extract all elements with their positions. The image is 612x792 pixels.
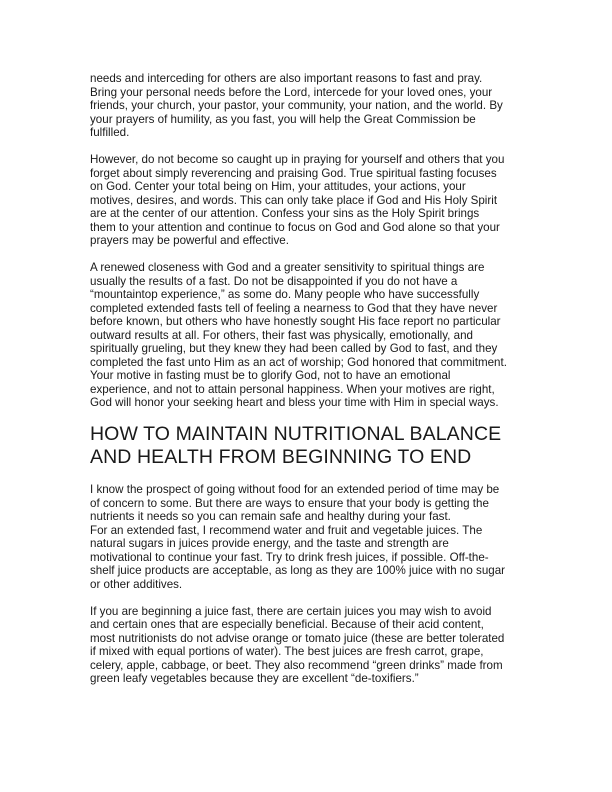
paragraph: However, do not become so caught up in praying for yourself and others that you forget about simply reverencing and praising God. True spiritual fasting focuses on God. Center your total being on Him, your attitudes, your actions, your motives, desires, and words. This can only take place if God and His Holy Spirit are at the center of our attention. Confess your sins as the Holy Spirit brings them to your attention and continue to focus on God and God alone so that your prayers may be powerful and effective.: [90, 153, 505, 247]
paragraph: For an extended fast, I recommend water and fruit and vegetable juices. The natural sugars in juices provide energy, and the taste and strength are motivational to continue your fast. Try to drink fresh juices, if possible. Off-the- shelf juice products are acceptable, as long as they are 100% juice with no sugar or other additives.: [90, 523, 506, 591]
section-heading: HOW TO MAINTAIN NUTRITIONAL BALANCE AND HEALTH FROM BEGINNING TO END: [90, 423, 502, 468]
paragraph: needs and interceding for others are also important reasons to fast and pray. Bring your personal needs before the Lord, intercede for your loved ones, your friends, your church, your pastor, your community, your nation, and the world. By your prayers of humility, as you fast, you will help the Great Commission be fulfilled.: [90, 72, 503, 139]
paragraph: A renewed closeness with God and a greater sensitivity to spiritual things are usually the results of a fast. Do not be disappointed if you do not have a “mountaintop experience,” as some do. Many people who have successfully completed extended fasts tell of feeling a nearness to God that they have never before known, but others who have honestly sought His face report no particular outward results at all. For others, their fast was physically, emotionally, and spiritually grueling, but they knew they had been called by God to fast, and they completed the fast unto Him as an act of worship; God honored that commitment. Your motive in fasting must be to glorify God, not to have an emotional experience, and not to attain personal happiness. When your motives are right, God will honor your seeking heart and bless your time with Him in special ways.: [90, 261, 507, 409]
document-page: [90, 72, 530, 699]
paragraph: I know the prospect of going without food for an extended period of time may be of concern to some. But there are ways to ensure that your body is getting the nutrients it needs so you can remain safe and healthy during your fast.: [90, 483, 500, 523]
paragraph: If you are beginning a juice fast, there are certain juices you may wish to avoid and certain ones that are especially beneficial. Because of their acid content, most nutritionists do not advise orange or tomato juice (these are better tolerated if mixed with equal portions of water). The best juices are fresh carrot, grape, celery, apple, cabbage, or beet. They also recommend “green drinks” made from green leafy vegetables because they are excellent “de-toxifiers.”: [90, 604, 505, 685]
